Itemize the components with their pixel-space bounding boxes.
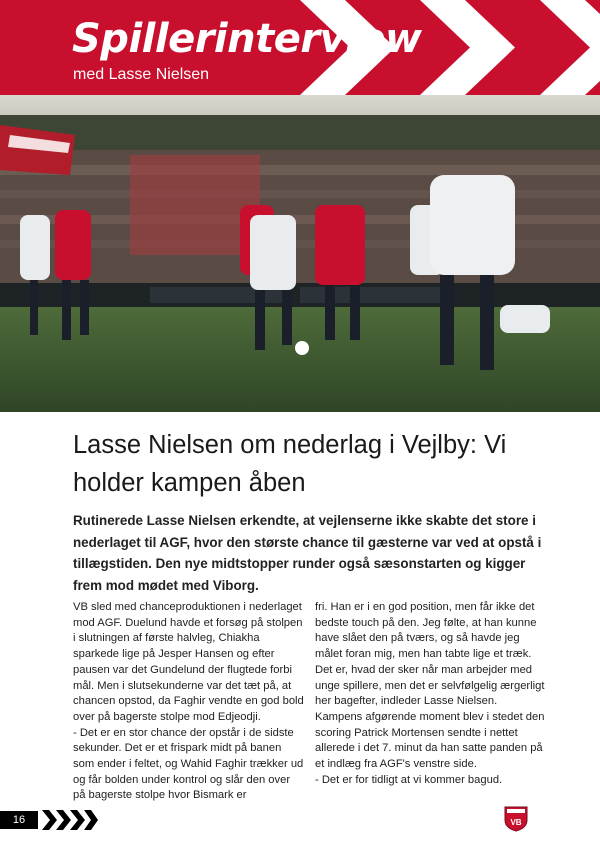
page-subtitle: med Lasse Nielsen bbox=[73, 66, 210, 83]
paragraph: Kampens afgørende moment blev i stedet den scoring Patrick Mortensen sendte i nettet allerede i det 7. minut da han satte panden på et indlæg fra AGF's venstre side. bbox=[315, 710, 545, 771]
paragraph: - Det er for tidligt at vi kommer bagud. bbox=[315, 773, 503, 786]
crest-text: VB bbox=[510, 818, 522, 827]
chevron-arrows-icon bbox=[42, 810, 98, 830]
article-column-left bbox=[73, 600, 305, 804]
page-number: 16 bbox=[0, 811, 38, 829]
article-column-right bbox=[315, 600, 547, 788]
club-crest-icon bbox=[504, 806, 528, 832]
match-photo bbox=[0, 95, 600, 412]
page-title: Spillerinterview bbox=[72, 16, 422, 62]
article-lead: Rutinerede Lasse Nielsen erkendte, at vejlenserne ikke skabte det store i nederlaget til AGF, hvor den største chance til gæsterne var ved at opstå i tillægstiden. Den nye midtstopper runder også sæsonstarten og kigger frem mod mødet med Viborg. bbox=[73, 513, 542, 593]
paragraph: VB sled med chanceproduktionen i nederlaget mod AGF. Duelund havde et forsøg på stolpen i slutningen af første halvleg, Chiakha sparkede lige på Jesper Hansen og efter pausen var det Gundelund der flugtede forbi mål. Men i slutsekunderne var det tæt på, at chancen opstod, da Faghir vendte en god bold over på bagerste stolpe mod Edjeodji. bbox=[73, 601, 304, 723]
football-match-photo-icon bbox=[0, 95, 600, 412]
article-headline: Lasse Nielsen om nederlag i Vejlby: Vi holder kampen åben bbox=[73, 431, 507, 497]
paragraph: - Det er en stor chance der opstår i de sidste sekunder. Det er et frispark midt på banen som ender i feltet, og Wahid Faghir trækker ud og får bolden under kontrol og slår den over på bagerste stolpe hvor Bismark er bbox=[73, 726, 304, 802]
header-banner bbox=[0, 0, 600, 95]
paragraph: fri. Han er i en god position, men får ikke det bedste touch på den. Jeg følte, at han kunne have slået den på tværs, og så havde jeg målet foran mig, men han tabte lige et træk. Det er, hvad der sker når man arbejder med unge spillere, men det er selvfølgelig ærgerligt her bagefter, indleder Lasse Nielsen. bbox=[315, 601, 545, 708]
